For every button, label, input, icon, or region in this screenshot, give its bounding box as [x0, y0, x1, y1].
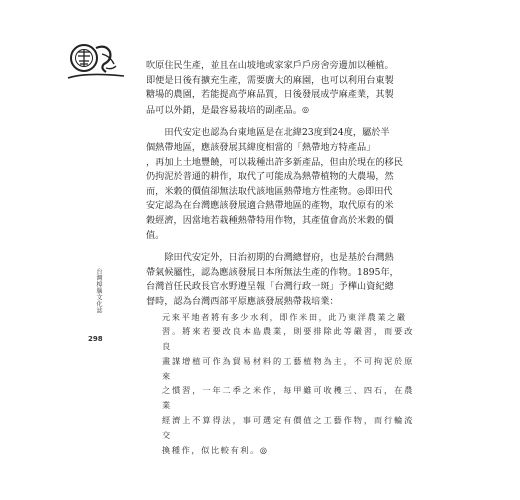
text-line: 督時，認為台灣西部平原應該發展熱帶栽培業：	[146, 296, 339, 307]
text-line: 除田代安定外，日治初期的台灣總督府，也是基於台灣熱	[146, 253, 394, 264]
text-line: 即便是日後有擴充生產，需要廣大的麻園，也可以利用台東製	[146, 75, 394, 86]
text-line: 穀經濟，因當地若栽種熱帶特用作物，其產值會高於米穀的價	[146, 215, 394, 226]
text-line: 安定認為在台灣應該發展適合熱帶地區的產物，取代原有的米	[146, 201, 394, 212]
footnote-mark: ◎	[301, 104, 310, 114]
page-number: 298	[88, 335, 103, 343]
text-line: ，再加上土地豐饒，可以栽種出許多新產品，但由於現在的移民	[146, 157, 403, 168]
paragraph-3	[146, 251, 414, 309]
text-line: 糖場的農園，若能提高苧麻品質，日後發展成苧麻產業，其製	[146, 90, 394, 101]
text-line-content: 品可以外銷，是最容易栽培的副產品。	[146, 105, 302, 116]
chapter-emblem-icon	[66, 38, 126, 86]
quote-line: 經濟上不算得法，事可選定有價值之工藝作物，而行輪流交	[162, 415, 414, 440]
quote-line: 之慣習，一年二季之米作，每甲雖可收穫三、四石，在農業	[162, 385, 414, 411]
quote-line: 習。將來若要改良本島農業，則要排除此等嚴習，而要改良	[162, 326, 414, 352]
text-line: 帶氣候屬性，認為應該發展日本所無法生產的作物。1895年，	[146, 267, 399, 278]
text-line: 吹原住民生產，並且在山坡地或家家戶戶房舍旁邊加以種植。	[146, 61, 394, 71]
text-line: 而，米穀的價值卻無法取代該地區熱帶地方性產物。◎即田代	[146, 186, 393, 197]
quote-line: 元來平地者將有多少水利，即作米田，此乃東洋農業之嚴	[162, 311, 407, 322]
text-line: 仍拘泥於普通的耕作，取代了可能成為熱帶植物的大農場，然	[146, 172, 394, 183]
running-header: 台灣樟腦文化誌	[95, 268, 102, 314]
quotation-block	[162, 310, 414, 458]
text-line: 個熱帶地區，應該發展其緯度相當的「熱帶地方特產品」	[146, 142, 376, 153]
text-line: 田代安定也認為台東地區是在北緯23度到24度，屬於半	[146, 128, 390, 139]
quote-line: 畫謀增植可作為貿易材料的工藝植物為主，不可拘泥於原來	[162, 355, 414, 381]
text-line	[146, 103, 414, 119]
body-text	[146, 59, 414, 457]
paragraph-2	[146, 126, 414, 243]
quote-line: 換種作，似比較有利。◎	[162, 444, 269, 455]
paragraph-1	[146, 59, 414, 118]
text-line: 台灣首任民政長官水野遵呈報「台灣行政一斑」予樺山資紀總	[146, 282, 394, 293]
text-line: 值。	[146, 230, 165, 241]
